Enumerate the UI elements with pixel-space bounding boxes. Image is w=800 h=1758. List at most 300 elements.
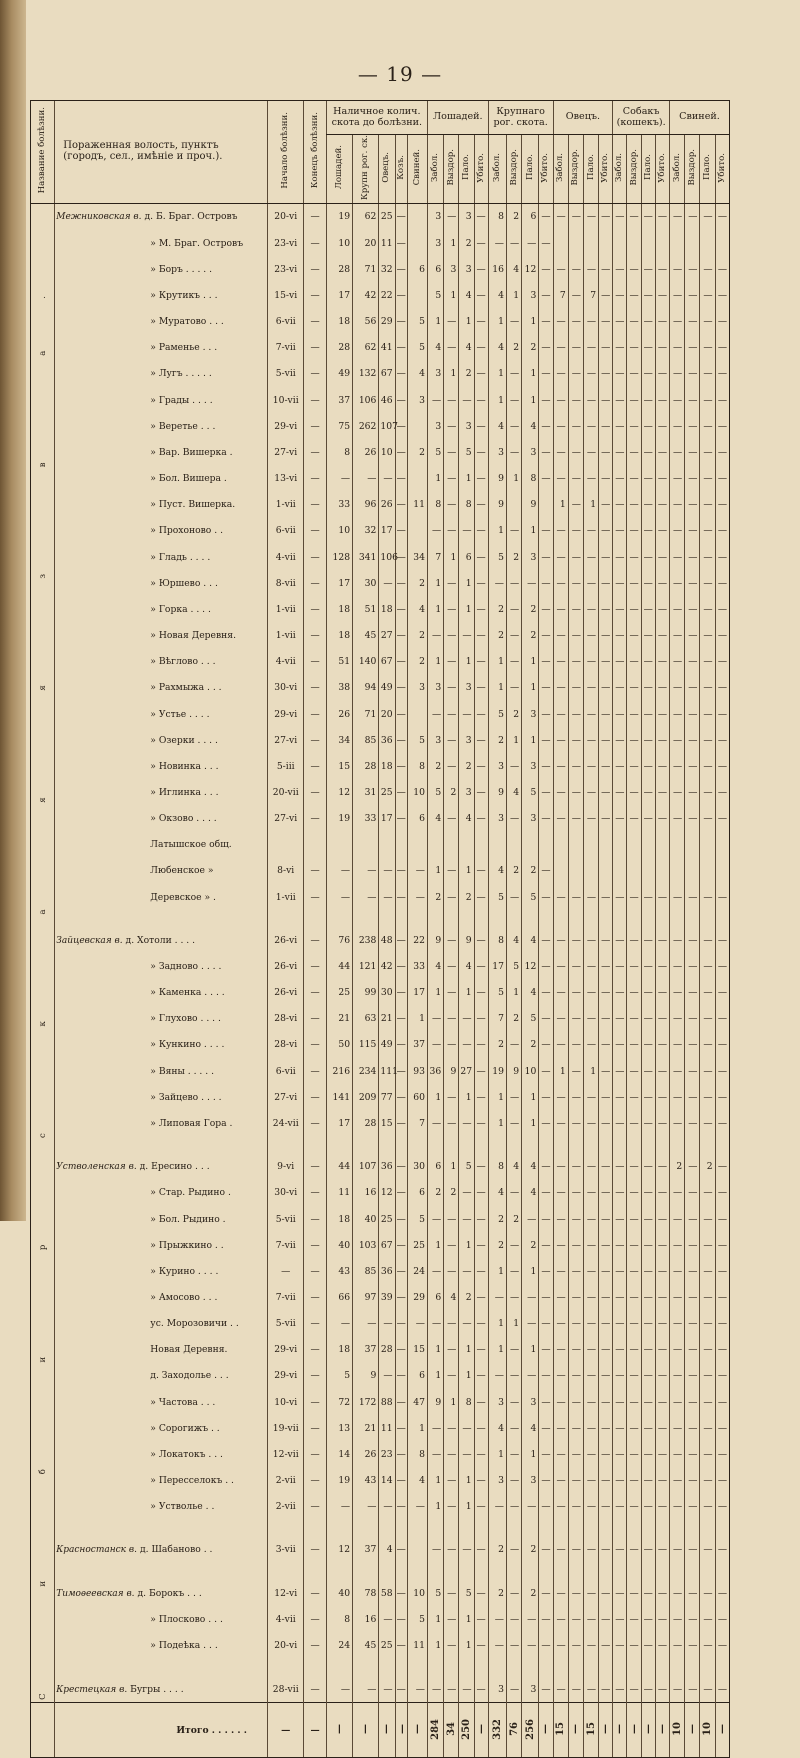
table-gap-row (31, 910, 730, 927)
pigs-cell (670, 230, 685, 256)
volost-name: Крестецкая в. (56, 1684, 128, 1695)
sheep-cell: — (568, 1258, 583, 1284)
stock-cell: 94 (353, 675, 379, 701)
pigs-cell: — (715, 1389, 729, 1415)
stock-cell: 30 (379, 980, 395, 1006)
empty-cell (267, 1659, 303, 1676)
horses-cell: — (474, 1415, 488, 1441)
stock-cell: 17 (326, 570, 352, 596)
place-cell (55, 1258, 268, 1284)
stock-cell: 19 (326, 806, 352, 832)
dogs-cell: — (641, 544, 655, 570)
pigs-cell: — (715, 1363, 729, 1389)
place-name: » Вяны . . . . . (150, 1065, 215, 1077)
cattle-cell: — (522, 1206, 539, 1232)
stock-cell: 12 (379, 1180, 395, 1206)
start-date-cell: 27-vi (267, 727, 303, 753)
empty-cell (599, 910, 613, 927)
stock-cell: 8 (326, 439, 352, 465)
dogs-cell: — (655, 492, 669, 518)
sheep-cell: — (568, 1441, 583, 1467)
empty-cell (655, 1659, 669, 1676)
empty-cell (267, 1520, 303, 1537)
stock-cell: 44 (326, 953, 352, 979)
cattle-cell: — (522, 1632, 539, 1658)
empty-cell (427, 1520, 443, 1537)
sheep-cell: — (583, 387, 598, 413)
start-date-cell: 29-vi (267, 701, 303, 727)
pigs-cell: — (700, 1206, 715, 1232)
pigs-cell: — (715, 980, 729, 1006)
stock-cell: — (395, 1258, 407, 1284)
total-value-cell: — (326, 1703, 352, 1758)
cattle-cell: 1 (522, 1110, 539, 1136)
sheep-cell: — (583, 779, 598, 805)
stock-cell (353, 832, 379, 858)
sheep-cell: — (553, 1084, 568, 1110)
pigs-cell: — (670, 387, 685, 413)
start-date-cell: 8-vii (267, 570, 303, 596)
table-row (31, 1110, 730, 1136)
sheep-cell (599, 230, 613, 256)
dogs-cell: — (641, 622, 655, 648)
dogs-cell: — (627, 1084, 641, 1110)
cattle-cell: 1 (506, 282, 521, 308)
header-group-cattle: Крупнаго рог. скота. (488, 101, 553, 135)
cattle-cell: — (539, 1580, 553, 1606)
cattle-cell: 1 (488, 649, 506, 675)
empty-cell (553, 1520, 568, 1537)
place-name: » Новинка . . . (150, 760, 219, 772)
sheep-cell: — (568, 439, 583, 465)
stock-cell: — (353, 1494, 379, 1520)
stock-cell: — (395, 439, 407, 465)
sheep-cell: — (568, 413, 583, 439)
stock-cell: — (395, 727, 407, 753)
pigs-cell: — (700, 1232, 715, 1258)
end-date-cell: — (304, 256, 326, 282)
empty-cell (407, 1520, 427, 1537)
place-name: д. Ересино . . . (139, 1161, 210, 1173)
cattle-cell: 1 (522, 309, 539, 335)
pigs-cell: — (715, 1154, 729, 1180)
stock-cell: 5 (407, 727, 427, 753)
place-name: » Вар. Вишерка . (150, 446, 233, 458)
cattle-cell: 1 (488, 675, 506, 701)
stock-cell: 10 (326, 518, 352, 544)
sheep-cell: — (599, 701, 613, 727)
dogs-cell: — (627, 1494, 641, 1520)
empty-cell (395, 910, 407, 927)
horses-cell: — (474, 492, 488, 518)
sheep-cell: — (599, 1258, 613, 1284)
place-name: » Устволье . . (150, 1501, 215, 1513)
pigs-cell: — (685, 1389, 700, 1415)
horses-cell: — (427, 1032, 443, 1058)
cattle-cell: — (506, 1258, 521, 1284)
dogs-cell: — (613, 779, 627, 805)
horses-cell: 2 (427, 1180, 443, 1206)
dogs-cell: — (641, 1676, 655, 1703)
dogs-cell: — (613, 1676, 627, 1703)
stock-cell: 43 (353, 1467, 379, 1493)
place-cell (55, 953, 268, 979)
end-date-cell: — (304, 1441, 326, 1467)
start-date-cell: 20-vii (267, 779, 303, 805)
stock-cell: 38 (326, 675, 352, 701)
horses-cell: 2 (427, 884, 443, 910)
stock-cell: 10 (407, 779, 427, 805)
pigs-cell: — (715, 727, 729, 753)
end-date-cell: — (304, 1606, 326, 1632)
cattle-cell: — (539, 230, 553, 256)
stock-cell: 47 (407, 1389, 427, 1415)
volost-name: Устволенская в. (56, 1162, 137, 1173)
table-row (31, 779, 730, 805)
cattle-cell: — (488, 1632, 506, 1658)
stock-cell: — (353, 884, 379, 910)
cattle-cell: — (506, 1032, 521, 1058)
horses-cell: — (474, 256, 488, 282)
place-cell (55, 1389, 268, 1415)
table-row (31, 309, 730, 335)
pigs-cell: — (685, 1154, 700, 1180)
sheep-cell: — (553, 439, 568, 465)
empty-cell (407, 1137, 427, 1154)
dogs-cell: — (655, 1337, 669, 1363)
place-name: ус. Морозовичи . . (150, 1318, 239, 1330)
place-name: » Амосово . . . (150, 1291, 218, 1303)
pigs-cell: — (670, 1058, 685, 1084)
pigs-cell: — (670, 439, 685, 465)
pigs-cell: — (700, 1084, 715, 1110)
stock-cell: 19 (326, 203, 352, 230)
sheep-cell: — (583, 884, 598, 910)
stock-cell: — (395, 927, 407, 953)
total-value-cell: — (627, 1703, 641, 1758)
sheep-cell: — (583, 361, 598, 387)
pigs-cell: — (685, 622, 700, 648)
header-disease: Название болѣзни. (31, 101, 55, 204)
cattle-cell: 3 (522, 544, 539, 570)
stock-cell: 6 (407, 1180, 427, 1206)
start-date-cell: 30-vi (267, 675, 303, 701)
sheep-cell: — (583, 466, 598, 492)
dogs-cell: — (613, 622, 627, 648)
cattle-cell: — (539, 1284, 553, 1310)
horses-cell: — (444, 413, 459, 439)
horses-cell: — (444, 806, 459, 832)
horses-cell: 1 (427, 1363, 443, 1389)
sheep-cell: — (568, 596, 583, 622)
horses-cell: 3 (427, 727, 443, 753)
cattle-cell: 1 (506, 980, 521, 1006)
stock-cell: 50 (326, 1032, 352, 1058)
place-cell (55, 649, 268, 675)
dogs-cell: — (641, 675, 655, 701)
cattle-cell (488, 832, 506, 858)
start-date-cell: 4-vii (267, 544, 303, 570)
horses-cell: 2 (427, 753, 443, 779)
pigs-cell: — (670, 753, 685, 779)
empty-cell (326, 1563, 352, 1580)
horses-cell: — (474, 544, 488, 570)
cattle-cell: 2 (488, 1032, 506, 1058)
stock-cell: 45 (353, 1632, 379, 1658)
cattle-cell: 3 (522, 282, 539, 308)
cattle-cell: — (506, 1180, 521, 1206)
stock-cell: 5 (326, 1363, 352, 1389)
table-row (31, 1180, 730, 1206)
sheep-cell: — (568, 1467, 583, 1493)
stock-cell: 11 (379, 230, 395, 256)
stock-cell: 67 (379, 649, 395, 675)
dogs-cell: — (613, 649, 627, 675)
horses-cell: — (444, 858, 459, 884)
cattle-cell: 4 (488, 282, 506, 308)
horses-cell: 2 (459, 753, 474, 779)
empty-cell (553, 1659, 568, 1676)
cattle-cell: — (539, 1441, 553, 1467)
horses-cell: 1 (459, 596, 474, 622)
cattle-cell: — (539, 203, 553, 230)
empty-cell (522, 1659, 539, 1676)
stock-cell: 67 (379, 1232, 395, 1258)
sheep-cell: — (599, 1606, 613, 1632)
horses-cell: — (444, 1363, 459, 1389)
place-cell (55, 256, 268, 282)
horses-cell: — (427, 1206, 443, 1232)
sheep-cell: — (599, 622, 613, 648)
cattle-cell: 1 (522, 675, 539, 701)
horses-cell: 3 (459, 203, 474, 230)
sheep-cell: — (553, 675, 568, 701)
dogs-cell: — (641, 1258, 655, 1284)
empty-cell (488, 1137, 506, 1154)
horses-cell: — (427, 1258, 443, 1284)
sheep-cell: — (553, 1311, 568, 1337)
dogs-cell: — (627, 1058, 641, 1084)
pigs-cell: — (715, 282, 729, 308)
stock-cell: — (395, 1032, 407, 1058)
pigs-cell: — (700, 282, 715, 308)
place-name: » Плосково . . . (150, 1613, 223, 1625)
pigs-cell: — (715, 649, 729, 675)
sheep-cell: — (568, 1110, 583, 1136)
dogs-cell: — (627, 544, 641, 570)
place-name: » Грады . . . . (150, 394, 213, 406)
horses-cell: 9 (427, 927, 443, 953)
sheep-cell: — (583, 1632, 598, 1658)
horses-cell: — (474, 1258, 488, 1284)
place-name: » Липовая Гора . (150, 1117, 233, 1129)
horses-cell: — (444, 1110, 459, 1136)
cattle-cell: 2 (506, 858, 521, 884)
stock-cell: 71 (353, 701, 379, 727)
dogs-cell: — (641, 1180, 655, 1206)
stock-cell: — (395, 230, 407, 256)
empty-cell (474, 1137, 488, 1154)
pigs-cell: — (715, 1284, 729, 1310)
dogs-cell: — (627, 492, 641, 518)
table-row (31, 1537, 730, 1563)
cattle-cell: 1 (488, 1441, 506, 1467)
pigs-cell: — (685, 1058, 700, 1084)
sheep-cell: 1 (553, 1058, 568, 1084)
start-date-cell: 7-vii (267, 1284, 303, 1310)
dogs-cell: — (641, 1032, 655, 1058)
empty-cell (506, 910, 521, 927)
stock-cell: 12 (326, 1537, 352, 1563)
horses-cell: — (474, 1580, 488, 1606)
horses-cell: — (444, 335, 459, 361)
place-name: » Пересселокъ . . (150, 1475, 234, 1487)
end-date-cell: — (304, 953, 326, 979)
empty-cell (474, 1563, 488, 1580)
place-cell (55, 779, 268, 805)
horses-cell: — (474, 596, 488, 622)
dogs-cell (627, 858, 641, 884)
stock-cell: — (353, 858, 379, 884)
table-gap-row (31, 1659, 730, 1676)
dogs-cell: — (613, 335, 627, 361)
empty-cell (685, 1563, 700, 1580)
pigs-cell: — (685, 884, 700, 910)
horses-cell: 3 (427, 413, 443, 439)
place-cell (55, 439, 268, 465)
pigs-cell: — (700, 1363, 715, 1389)
total-value-cell: — (407, 1703, 427, 1758)
dogs-cell: — (655, 1494, 669, 1520)
dogs-cell: — (627, 203, 641, 230)
dogs-cell: — (655, 518, 669, 544)
header-stock-col: Свиней. (407, 135, 427, 204)
horses-cell: 1 (444, 361, 459, 387)
header-sub-col: Забол. (488, 135, 506, 204)
sheep-cell: — (583, 1284, 598, 1310)
stock-cell: — (395, 884, 407, 910)
empty-cell (715, 1659, 729, 1676)
sheep-cell: — (553, 1337, 568, 1363)
cattle-cell: — (539, 1110, 553, 1136)
empty-cell (613, 1520, 627, 1537)
end-date-cell: — (304, 1537, 326, 1563)
header-sub-col: Выздор. (685, 135, 700, 204)
pigs-cell: — (700, 675, 715, 701)
horses-cell: — (444, 953, 459, 979)
place-name: » Глухово . . . . (150, 1013, 221, 1025)
empty-cell (506, 1520, 521, 1537)
dogs-cell: — (655, 1006, 669, 1032)
place-cell (55, 1676, 268, 1703)
cattle-cell: — (539, 439, 553, 465)
sheep-cell: — (583, 413, 598, 439)
cattle-cell: — (539, 256, 553, 282)
horses-cell: 3 (459, 413, 474, 439)
place-cell (55, 1580, 268, 1606)
header-sub-col: Выздор. (627, 135, 641, 204)
stock-cell: 4 (379, 1537, 395, 1563)
sheep-cell: — (568, 953, 583, 979)
cattle-cell: 8 (522, 466, 539, 492)
stock-cell: 49 (379, 1032, 395, 1058)
horses-cell: — (427, 622, 443, 648)
header-stock-col: Крупн рог. ск. (353, 135, 379, 204)
stock-cell: 27 (379, 622, 395, 648)
empty-cell (583, 1563, 598, 1580)
stock-cell: 6 (407, 806, 427, 832)
stock-cell: 18 (326, 622, 352, 648)
cattle-cell: — (506, 570, 521, 596)
sheep-cell: — (599, 1032, 613, 1058)
pigs-cell: — (700, 203, 715, 230)
horses-cell: — (474, 701, 488, 727)
empty-cell (670, 1659, 685, 1676)
empty-cell (55, 910, 268, 927)
place-cell (55, 1232, 268, 1258)
start-date-cell: 29-vi (267, 1337, 303, 1363)
dogs-cell: — (655, 413, 669, 439)
horses-cell: — (444, 570, 459, 596)
table-row (31, 701, 730, 727)
stock-cell: 33 (407, 953, 427, 979)
cattle-cell: — (522, 230, 539, 256)
stock-cell (407, 466, 427, 492)
sheep-cell: — (583, 1032, 598, 1058)
horses-cell: 1 (427, 1232, 443, 1258)
end-date-cell: — (304, 1180, 326, 1206)
cattle-cell: 5 (522, 1006, 539, 1032)
cattle-cell: 9 (488, 466, 506, 492)
pigs-cell: — (715, 361, 729, 387)
cattle-cell: 2 (522, 1232, 539, 1258)
end-date-cell: — (304, 980, 326, 1006)
pigs-cell: — (685, 1537, 700, 1563)
dogs-cell: — (641, 953, 655, 979)
empty-cell (627, 1659, 641, 1676)
empty-cell (715, 910, 729, 927)
pigs-cell: — (670, 1537, 685, 1563)
sheep-cell: — (599, 361, 613, 387)
dogs-cell: — (613, 1363, 627, 1389)
cattle-cell: — (539, 622, 553, 648)
stock-cell: 78 (353, 1580, 379, 1606)
empty-cell (267, 1563, 303, 1580)
pigs-cell: — (685, 1676, 700, 1703)
horses-cell: — (459, 701, 474, 727)
pigs-cell: — (670, 570, 685, 596)
pigs-cell: — (715, 466, 729, 492)
dogs-cell: — (641, 1389, 655, 1415)
total-value-cell: — (685, 1703, 700, 1758)
dogs-cell: — (641, 1311, 655, 1337)
pigs-cell: — (715, 596, 729, 622)
cattle-cell: — (522, 570, 539, 596)
dogs-cell: — (641, 884, 655, 910)
place-cell (55, 413, 268, 439)
pigs-cell: — (700, 544, 715, 570)
horses-cell: — (444, 622, 459, 648)
stock-cell: 25 (326, 980, 352, 1006)
empty-cell (379, 1520, 395, 1537)
dogs-cell: — (655, 1389, 669, 1415)
dogs-cell: — (627, 806, 641, 832)
place-name: » Прыжкино . . (150, 1239, 224, 1251)
dogs-cell: — (641, 1363, 655, 1389)
dogs-cell: — (627, 701, 641, 727)
stock-cell: — (395, 622, 407, 648)
dogs-cell: — (641, 335, 655, 361)
